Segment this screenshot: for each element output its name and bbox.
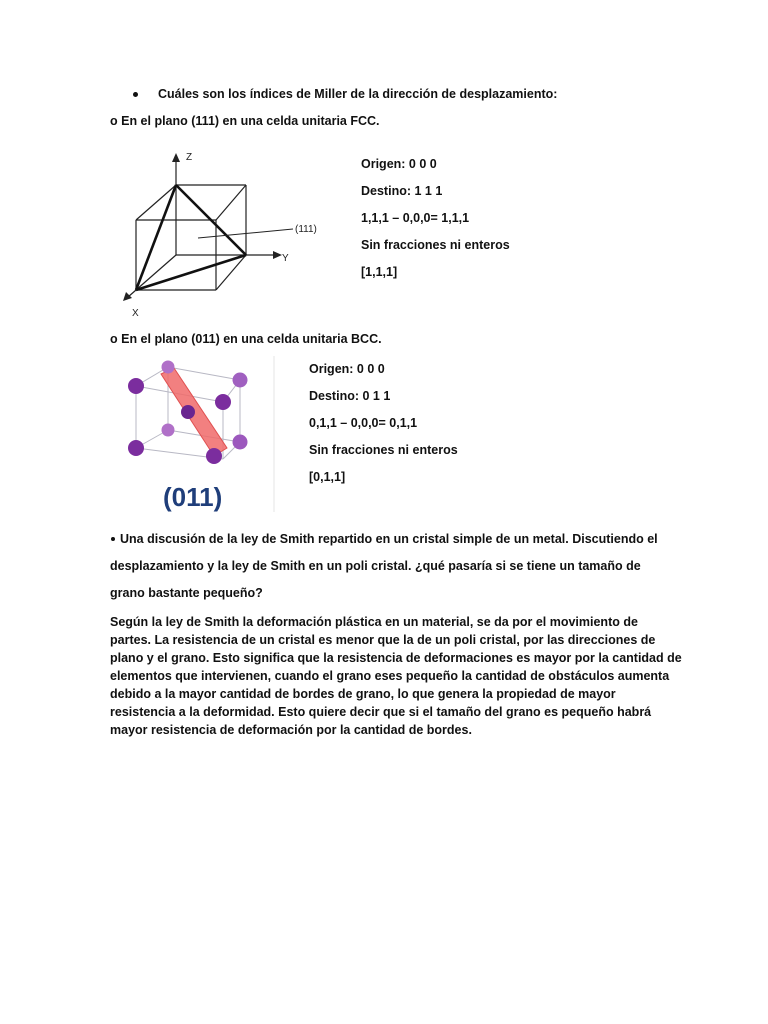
fcc-unit-cell-diagram — [108, 145, 338, 325]
answer-line: plano y el grano. Esto significa que la resistencia de deformaciones es mayor por la cantidad de — [110, 651, 682, 665]
bcc-subtraction: 0,1,1 – 0,0,0= 0,1,1 — [309, 416, 418, 430]
answer-line: elementos que intervienen, cuando el grano eses pequeño la cantidad de obstáculos aumenta — [110, 669, 670, 683]
answer-paragraph — [110, 613, 682, 739]
bcc-plane-label: (011) — [163, 482, 223, 512]
axis-y-label: Y — [282, 253, 289, 264]
fcc-heading: o En el plano (111) en una celda unitaria FCC. — [110, 114, 380, 128]
bcc-destination: Destino: 0 1 1 — [309, 389, 391, 403]
bullet-small-icon — [111, 537, 115, 541]
fcc-note: Sin fracciones ni enteros — [361, 238, 510, 252]
bullet-icon — [133, 92, 138, 97]
fcc-subtraction: 1,1,1 – 0,0,0= 1,1,1 — [361, 211, 470, 225]
bcc-heading: o En el plano (011) en una celda unitaria BCC. — [110, 332, 382, 346]
y-arrow-icon — [273, 251, 282, 259]
axis-x-label: X — [132, 308, 139, 319]
x-arrow-icon — [123, 292, 132, 301]
bcc-origin: Origen: 0 0 0 — [309, 362, 385, 376]
answer-line: mayor resistencia de deformación por la cantidad de bordes. — [110, 723, 472, 737]
question-2-line-1: Una discusión de la ley de Smith repartido en un cristal simple de un metal. Discutiendo el — [120, 532, 658, 546]
z-arrow-icon — [172, 153, 180, 162]
answer-line: resistencia a la deformidad. Esto quiere decir que si el tamaño del grano es pequeño habrá — [110, 705, 652, 719]
bcc-result: [0,1,1] — [309, 470, 346, 484]
bcc-note: Sin fracciones ni enteros — [309, 443, 458, 457]
fcc-result: [1,1,1] — [361, 265, 398, 279]
question-2-line-3: grano bastante pequeño? — [110, 586, 263, 600]
answer-line: debido a la mayor cantidad de bordes de grano, lo que genera la propiedad de mayor — [110, 687, 616, 701]
plane-111-label: (111) — [295, 224, 317, 235]
answer-line: partes. La resistencia de un cristal es menor que la de un poli cristal, por las direcciones de — [110, 633, 656, 647]
bcc-unit-cell-diagram — [118, 354, 278, 514]
answer-line: Según la ley de Smith la deformación plástica en un material, se da por el movimiento de — [110, 615, 638, 629]
question-2-line-2: desplazamiento y la ley de Smith en un poli cristal. ¿qué pasaría si se tiene un tamaño de — [110, 559, 641, 573]
fcc-origin: Origen: 0 0 0 — [361, 157, 437, 171]
fcc-destination: Destino: 1 1 1 — [361, 184, 443, 198]
axis-z-label: Z — [186, 152, 193, 163]
question-1-text: Cuáles son los índices de Miller de la dirección de desplazamiento: — [158, 87, 558, 101]
